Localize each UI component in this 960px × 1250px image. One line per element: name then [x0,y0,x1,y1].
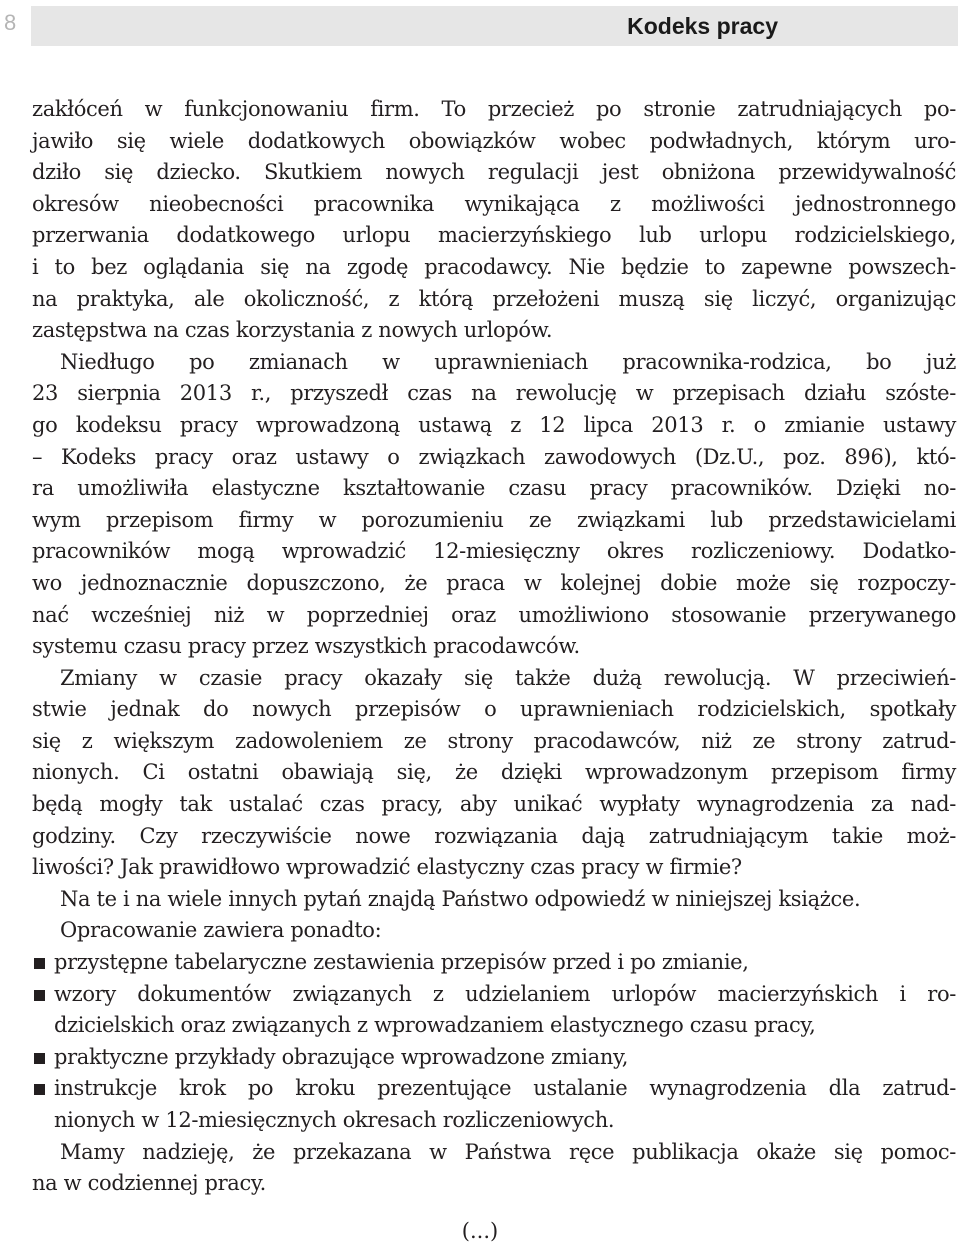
text-line: liwości? Jak prawidłowo wprowadzić elastyczny czas pracy w firmie? [32,855,742,880]
text-line: pracowników mogą wprowadzić 12-miesięczny okres rozliczeniowy. Dodatko- [32,539,956,564]
text-line: okresów nieobecności pracownika wynikająca z możliwości jednostronnego [32,191,956,216]
text-line: i to bez oglądania się na zgodę pracodawcy. Nie będzie to zapewne powszech- [32,254,956,279]
paragraph [32,663,956,884]
text-line: zastępstwa na czas korzystania z nowych urlopów. [32,318,553,343]
text-line: Opracowanie zawiera ponadto: [60,918,382,943]
paragraph [32,884,956,916]
text-line: wym przepisom firmy w porozumieniu ze związkami lub przedstawicielami [32,507,956,532]
square-bullet-icon [34,1084,45,1095]
list-item-text: instrukcje krok po kroku prezentujące ustalanie wynagrodzenia dla zatrud- [54,1076,956,1101]
list-item-text: przystępne tabelaryczne zestawienia przepisów przed i po zmianie, [54,950,749,975]
paragraph [32,915,956,947]
square-bullet-icon [34,990,45,1001]
list-item-line [32,1073,956,1105]
text-line: na w codziennej pracy. [32,1171,266,1196]
text-line: systemu czasu pracy przez wszystkich pracodawców. [32,634,580,659]
text-line: stwie jednak do nowych przepisów o uprawnieniach rodzicielskich, spotkały [32,697,956,722]
bullet-list [32,947,956,1137]
paragraph [32,1137,956,1200]
text-line: Niedługo po zmianach w uprawnieniach pracownika-rodzica, bo już [60,349,956,374]
paragraph [32,347,956,663]
text-line: zakłóceń w funkcjonowaniu firm. To przecież po stronie zatrudniających po- [32,97,956,121]
square-bullet-icon [34,958,45,969]
running-header [31,6,958,46]
text-line: – Kodeks pracy oraz ustawy o związkach zawodowych (Dz.U., poz. 896), któ- [32,444,956,469]
text-line: dziło się dziecko. Skutkiem nowych regulacji jest obniżona przewidywalność [32,160,956,185]
text-line: się z większym zadowoleniem ze strony pracodawców, niż ze strony zatrud- [32,728,956,753]
text-line: Na te i na wiele innych pytań znajdą Państwo odpowiedź w niniejszej książce. [60,886,861,911]
square-bullet-icon [34,1053,45,1064]
text-line: Mamy nadzieję, że przekazana w Państwa ręce publikacja okaże się pomoc- [60,1139,956,1164]
text-line: nać wcześniej niż w poprzedniej oraz umożliwiono stosowanie przerywanego [32,602,956,627]
list-item-line [32,1042,956,1074]
list-item [32,979,956,1042]
omission-mark: (...) [461,1219,499,1243]
text-line: jawiło się wiele dodatkowych obowiązków wobec podwładnych, którym uro- [32,128,956,153]
body-text [32,94,956,1200]
text-line: nionych. Ci ostatni obawiają się, że dzięki wprowadzonym przepisom firmy [32,760,956,785]
page-number: 8 [4,10,17,35]
list-item [32,1042,956,1074]
paragraph [32,94,956,347]
text-line: 23 sierpnia 2013 r., przyszedł czas na rewolucję w przepisach działu szóste- [32,381,956,406]
text-line: ra umożliwiła elastyczne kształtowanie czasu pracy pracowników. Dzięki no- [32,476,956,501]
list-item-text: praktyczne przykłady obrazujące wprowadzone zmiany, [54,1044,629,1069]
list-item [32,1073,956,1136]
list-item [32,947,956,979]
text-line: będą mogły tak ustalać czas pracy, aby unikać wypłaty wynagrodzenia za nad- [32,792,956,817]
text-line: wo jednoznacznie dopuszczono, że praca w kolejnej dobie może się rozpoczy- [32,570,956,595]
list-item-line [32,947,956,979]
text-line: na praktyka, ale okoliczność, z którą przełożeni muszą się liczyć, organizując [32,286,956,311]
text-line: Zmiany w czasie pracy okazały się także dużą rewolucją. W przeciwień- [60,665,956,690]
header-title: Kodeks pracy [627,13,778,39]
list-item-line [32,979,956,1011]
list-item-line: nionych w 12-miesięcznych okresach rozliczeniowych. [54,1108,615,1132]
list-item-text: wzory dokumentów związanych z udzielaniem urlopów macierzyńskich i ro- [54,981,956,1006]
text-line: godziny. Czy rzeczywiście nowe rozwiązania dają zatrudniającym takie moż- [32,823,956,848]
text-line: go kodeksu pracy wprowadzoną ustawą z 12 lipca 2013 r. o zmianie ustawy [32,412,956,437]
text-line: przerwania dodatkowego urlopu macierzyńskiego lub urlopu rodzicielskiego, [32,223,956,248]
list-item-line: dzicielskich oraz związanych z wprowadzaniem elastycznego czasu pracy, [54,1013,816,1038]
